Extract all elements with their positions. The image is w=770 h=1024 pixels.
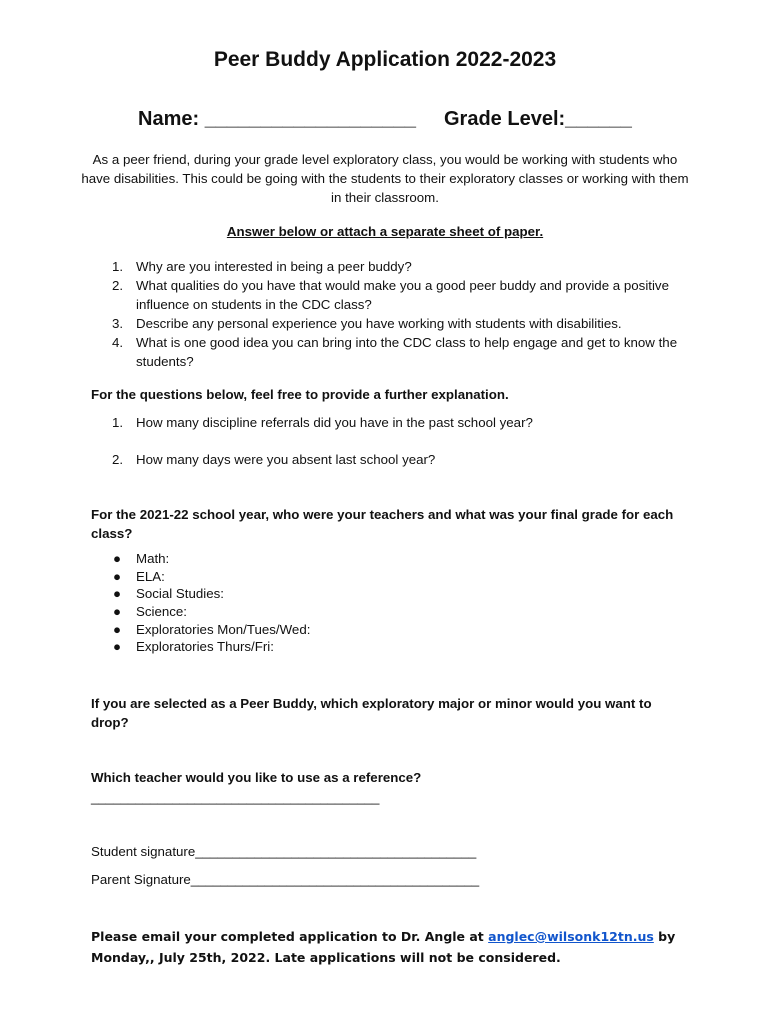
submission-deadline-text: by Monday,, July 25th, 2022. Late applications will not be considered.	[91, 929, 676, 965]
list-number: 2.	[112, 452, 124, 467]
document-title: Peer Buddy Application 2022-2023	[213, 48, 557, 71]
list-item	[112, 257, 682, 276]
list-item	[112, 450, 682, 469]
list-item	[113, 568, 165, 586]
list-number: 4.	[112, 335, 124, 350]
class-label: Exploratories Thurs/Fri:	[136, 639, 274, 654]
list-number: 2.	[112, 278, 124, 293]
class-label: Science:	[136, 604, 187, 619]
list-item	[112, 333, 682, 371]
reference-question: Which teacher would you like to use as a reference?	[91, 770, 422, 785]
list-item	[113, 585, 224, 603]
grade-level-field-label: Grade Level:______	[444, 108, 632, 130]
email-link[interactable]: anglec@wilsonk12tn.us	[488, 929, 654, 944]
parent-signature-line: Parent Signature_______________________________________	[91, 872, 480, 887]
submission-note-text: Please email your completed application to Dr. Angle at	[91, 929, 489, 944]
class-label: Math:	[136, 551, 170, 566]
question-text: What is one good idea you can bring into the CDC class to help engage and get to know the students?	[136, 335, 678, 369]
class-label: Exploratories Mon/Tues/Wed:	[136, 622, 311, 637]
list-item	[112, 314, 682, 333]
question-text: Describe any personal experience you have working with students with disabilities.	[136, 316, 622, 331]
name-field-label: Name: ___________________	[138, 108, 417, 130]
submission-note	[91, 926, 691, 968]
list-item	[112, 413, 682, 432]
list-item	[113, 603, 187, 621]
bullet-icon: ●	[113, 569, 122, 584]
list-item	[113, 638, 274, 656]
list-number: 1.	[112, 415, 124, 430]
bullet-icon: ●	[113, 586, 122, 601]
bullet-icon: ●	[113, 639, 122, 654]
question-text: Why are you interested in being a peer buddy?	[136, 259, 412, 274]
bullet-icon: ●	[113, 551, 122, 566]
drop-question: If you are selected as a Peer Buddy, which exploratory major or minor would you want to drop?	[91, 696, 652, 730]
question-text: How many discipline referrals did you have in the past school year?	[136, 415, 533, 430]
instructions-text: Answer below or attach a separate sheet of paper.	[226, 224, 544, 239]
bullet-icon: ●	[113, 622, 122, 637]
list-item	[113, 550, 169, 568]
intro-paragraph: As a peer friend, during your grade level exploratory class, you would be working with students who have disabilities. This could be going with the students to their exploratory classes or working with them in their classroom.	[81, 152, 689, 205]
further-explanation-heading: For the questions below, feel free to provide a further explanation.	[91, 387, 509, 402]
class-label: Social Studies:	[136, 586, 224, 601]
list-item	[113, 621, 310, 639]
student-signature-line: Student signature______________________________________	[91, 844, 477, 859]
bullet-icon: ●	[113, 604, 122, 619]
question-text: What qualities do you have that would make you a good peer buddy and provide a positive influence on students in the CDC class?	[136, 278, 669, 312]
list-number: 3.	[112, 316, 124, 331]
list-item	[112, 276, 682, 314]
class-label: ELA:	[136, 569, 165, 584]
question-text: How many days were you absent last school year?	[136, 452, 436, 467]
teachers-heading: For the 2021-22 school year, who were your teachers and what was your final grade for each class?	[91, 507, 674, 541]
reference-answer-line: _______________________________________	[91, 790, 380, 805]
list-number: 1.	[112, 259, 124, 274]
